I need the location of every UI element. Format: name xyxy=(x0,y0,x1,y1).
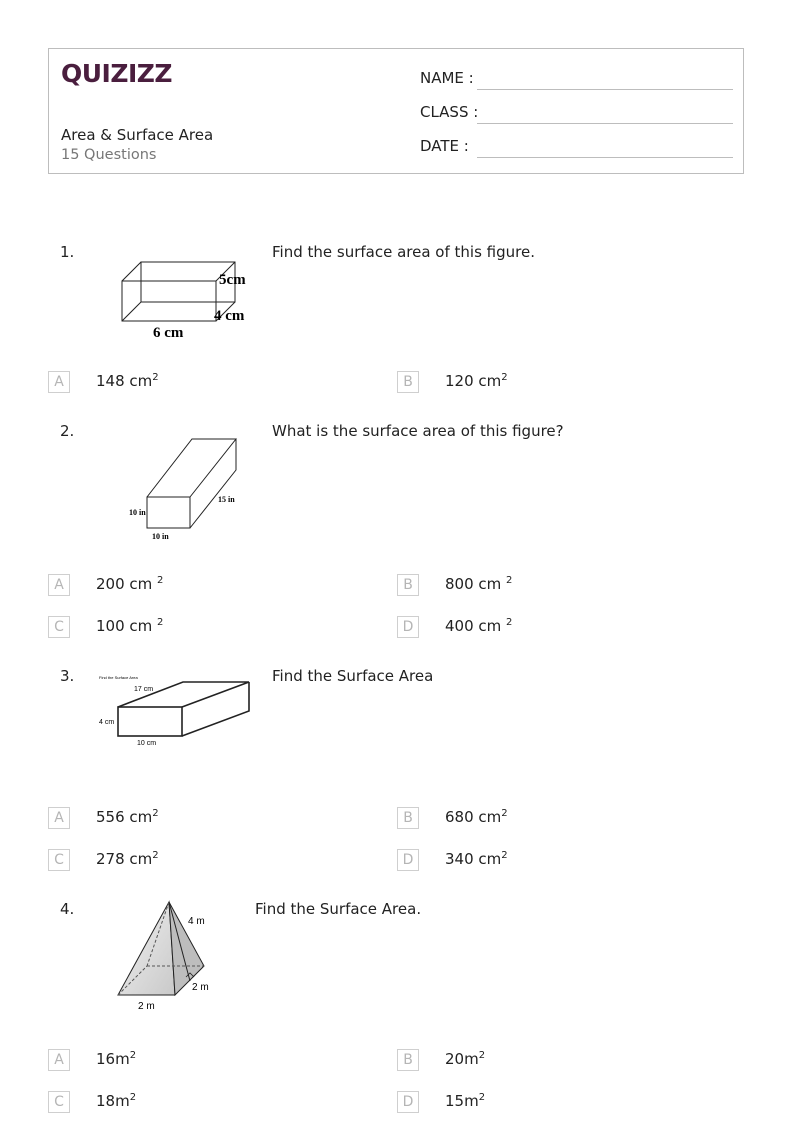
option-letter-box[interactable]: A xyxy=(48,574,70,596)
class-line[interactable] xyxy=(477,123,733,124)
cuboid-figure xyxy=(110,255,260,345)
option-answer[interactable]: 120 $cm^2$ xyxy=(445,372,508,390)
question-number: 1. xyxy=(60,243,75,261)
option-answer[interactable]: 340 $cm^2$ xyxy=(445,850,508,868)
figure-label: 10 in xyxy=(152,532,169,541)
worksheet-title: Area & Surface Area xyxy=(61,126,214,144)
question-count: 15 Questions xyxy=(61,147,157,163)
worksheet-header xyxy=(48,48,744,174)
option-answer[interactable]: 148 $cm^2$ xyxy=(96,372,159,390)
option-letter-box[interactable]: B xyxy=(397,371,419,393)
option-answer[interactable]: $20m^2$ xyxy=(445,1050,486,1068)
option-answer[interactable]: 200 cm $^2$ xyxy=(96,575,164,593)
option-answer[interactable]: 100 cm $^2$ xyxy=(96,617,164,635)
question-number: 4. xyxy=(60,900,75,918)
question-text: Find the Surface Area. xyxy=(255,900,422,918)
option-letter-box[interactable]: B xyxy=(397,807,419,829)
option-letter-box[interactable]: D xyxy=(397,849,419,871)
figure-label: 15 in xyxy=(218,495,235,504)
option-letter-box[interactable]: D xyxy=(397,616,419,638)
option-answer[interactable]: 800 cm $^2$ xyxy=(445,575,513,593)
option-letter-box[interactable]: A xyxy=(48,807,70,829)
date-label: DATE : xyxy=(420,137,469,155)
option-letter-box[interactable]: D xyxy=(397,1091,419,1113)
name-line[interactable] xyxy=(477,89,733,90)
option-answer[interactable]: $16m^2$ xyxy=(96,1050,137,1068)
option-answer[interactable]: 680 $cm^2$ xyxy=(445,808,508,826)
figure-label: 6 cm xyxy=(153,325,184,341)
option-letter-box[interactable]: C xyxy=(48,1091,70,1113)
figure-label: 10 cm xyxy=(137,740,157,747)
option-answer[interactable]: $15m^2$ xyxy=(445,1092,486,1110)
prism-figure xyxy=(125,435,265,545)
question-number: 2. xyxy=(60,422,75,440)
pyramid-figure xyxy=(110,895,230,1015)
figure-label: 2 m xyxy=(192,982,209,993)
figure-label: 5cm xyxy=(219,272,246,288)
option-answer[interactable]: 278 $cm^2$ xyxy=(96,850,159,868)
name-label: NAME : xyxy=(420,69,474,87)
option-answer[interactable]: 556 $cm^2$ xyxy=(96,808,159,826)
quizizz-logo: QUIZIZZ xyxy=(61,59,173,88)
figure-label: 2 m xyxy=(138,1001,155,1012)
question-text: Find the Surface Area xyxy=(272,667,434,685)
question-text: What is the surface area of this figure? xyxy=(272,422,564,440)
option-letter-box[interactable]: C xyxy=(48,616,70,638)
class-label: CLASS : xyxy=(420,103,479,121)
box-figure xyxy=(97,673,257,753)
option-letter-box[interactable]: A xyxy=(48,371,70,393)
option-letter-box[interactable]: C xyxy=(48,849,70,871)
figure-label: 17 cm xyxy=(134,686,154,693)
figure-label: 4 m xyxy=(188,916,205,927)
figure-label: 10 in xyxy=(129,508,146,517)
option-answer[interactable]: $18m^2$ xyxy=(96,1092,137,1110)
option-letter-box[interactable]: B xyxy=(397,1049,419,1071)
option-answer[interactable]: 400 cm $^2$ xyxy=(445,617,513,635)
figure-label: 4 cm xyxy=(214,308,245,324)
question-text: Find the surface area of this figure. xyxy=(272,243,535,261)
option-letter-box[interactable]: A xyxy=(48,1049,70,1071)
figure-caption: Find the Surface Area xyxy=(99,675,138,680)
figure-label: 4 cm xyxy=(99,719,115,726)
option-letter-box[interactable]: B xyxy=(397,574,419,596)
date-line[interactable] xyxy=(477,157,733,158)
question-number: 3. xyxy=(60,667,75,685)
